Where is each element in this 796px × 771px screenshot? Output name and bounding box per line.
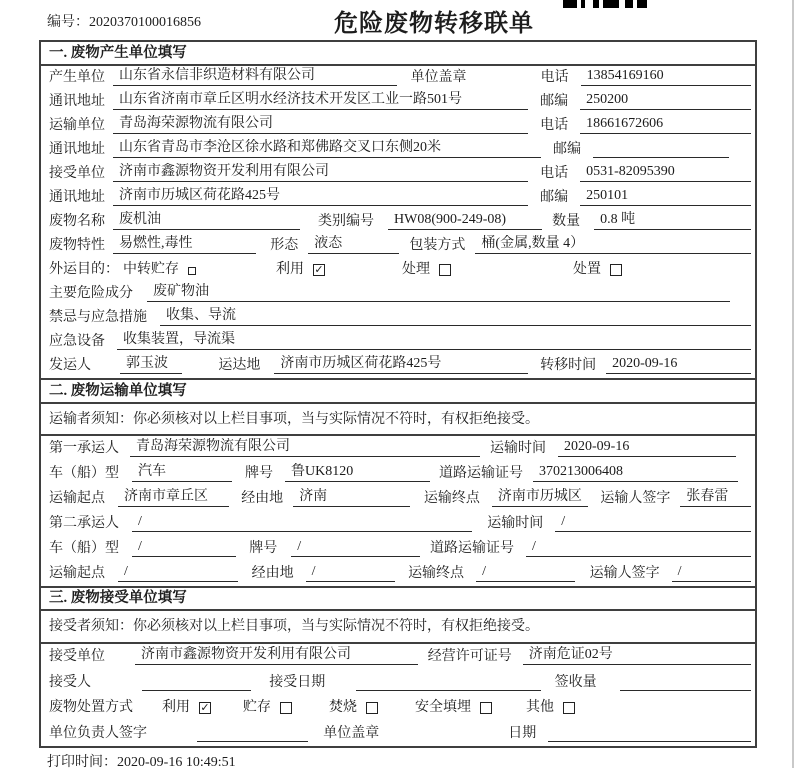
row-vehicle-1 <box>41 461 755 486</box>
hazard-components-label: 主要危险成分 <box>49 286 133 301</box>
plate-2-label: 牌号 <box>249 541 278 556</box>
row-route-2 <box>41 561 755 586</box>
packaging-value: 桶(金属,数量 4） <box>475 235 751 254</box>
transport-date-1-label: 运输时间 <box>490 441 546 456</box>
packaging-label: 包装方式 <box>409 238 466 253</box>
disposal-method-label: 废物处置方式 <box>49 700 133 715</box>
section-2-header-text: 二. 废物运输单位填写 <box>49 382 187 399</box>
row-disposal-method <box>41 695 755 720</box>
print-time-label: 打印时间： <box>47 755 117 770</box>
waste-name-value: 废机油 <box>113 211 300 230</box>
vehicle-type-1-value: 汽车 <box>132 463 232 482</box>
route-end-2-label: 运输终点 <box>408 566 465 581</box>
waste-traits-value: 易燃性,毒性 <box>113 235 256 254</box>
accept-unit-value: 济南市鑫源物资开发利用有限公司 <box>135 646 418 665</box>
sender-value: 郭玉波 <box>120 355 182 374</box>
category-code-label: 类别编号 <box>318 214 375 229</box>
section-1-header <box>41 42 755 66</box>
section-3-header-text: 三. 废物接受单位填写 <box>49 590 187 606</box>
emergency-measures-value: 收集、导流 <box>160 307 751 326</box>
purpose-transfer-storage-checkbox <box>123 261 196 278</box>
license-value: 济南危证02号 <box>523 646 751 665</box>
transport-date-1-value: 2020-09-16 <box>558 438 736 457</box>
accept-date-label: 接受日期 <box>269 675 326 690</box>
plate-2-value: / <box>291 538 420 557</box>
accept-person-label: 接受人 <box>49 675 91 690</box>
date-value <box>548 723 751 742</box>
serial-number-label: 编号： <box>47 15 89 30</box>
disposal-reuse-checkbox <box>162 699 211 716</box>
receiver-unit-value: 济南市鑫源物资开发利用有限公司 <box>113 163 528 182</box>
disposal-reuse-checkbox-checked-icon: ✓ <box>200 701 210 714</box>
row-first-carrier <box>41 436 755 461</box>
route-start-1-value: 济南市章丘区 <box>118 488 229 507</box>
row-receiver-address <box>41 186 755 210</box>
route-start-1-label: 运输起点 <box>49 491 105 506</box>
license-label: 经营许可证号 <box>427 649 512 664</box>
carrier-sign-2-label: 运输人签字 <box>589 566 660 581</box>
road-permit-1-value: 370213006408 <box>533 463 738 482</box>
purpose-disposal-checkbox-unchecked-icon <box>610 264 622 276</box>
disposal-incineration-checkbox-label: 焚烧 <box>329 700 357 715</box>
accept-person-value <box>142 672 251 691</box>
purpose-reuse-checkbox-label: 利用 <box>276 262 304 277</box>
section-1-header-text: 一. 废物产生单位填写 <box>49 44 187 61</box>
plate-1-label: 牌号 <box>245 466 273 481</box>
disposal-storage-checkbox-unchecked-icon <box>280 702 292 714</box>
row-transporter-address <box>41 138 755 162</box>
transporter-postcode-value <box>593 139 729 158</box>
receiver-postcode-label: 邮编 <box>540 190 569 205</box>
second-carrier-label: 第二承运人 <box>49 516 119 531</box>
transport-date-2-value: / <box>555 513 751 532</box>
transfer-date-value: 2020-09-16 <box>606 355 751 374</box>
road-permit-2-value: / <box>526 538 751 557</box>
emergency-equipment-value: 收集装置，导流渠 <box>117 331 751 350</box>
disposal-other-checkbox-label: 其他 <box>526 700 554 715</box>
carrier-sign-1-label: 运输人签字 <box>600 491 671 506</box>
row-vehicle-2 <box>41 536 755 561</box>
road-permit-1-label: 道路运输证号 <box>439 466 523 481</box>
sender-label: 发运人 <box>49 358 91 373</box>
disposal-incineration-checkbox-unchecked-icon <box>366 702 378 714</box>
quantity-label: 数量 <box>552 214 581 229</box>
row-accept-unit <box>41 644 755 669</box>
hazard-components-value: 废矿物油 <box>147 283 730 302</box>
purpose-reuse-checkbox <box>276 261 325 278</box>
producer-phone-label: 电话 <box>540 70 569 85</box>
transporter-unit-label: 运输单位 <box>49 118 105 133</box>
row-producer-address <box>41 90 755 114</box>
producer-phone-value: 13854169160 <box>581 67 751 86</box>
transporter-phone-label: 电话 <box>540 118 569 133</box>
accept-date-value <box>356 672 540 691</box>
purpose-treatment-checkbox-unchecked-icon <box>439 264 451 276</box>
via-2-label: 经由地 <box>251 566 294 581</box>
received-amount-label: 签收量 <box>554 675 597 690</box>
disposal-other-checkbox <box>526 699 575 716</box>
transporter-phone-value: 18661672606 <box>580 115 751 134</box>
manifest-table <box>39 40 757 748</box>
category-code-value: HW08(900-249-08) <box>388 211 542 230</box>
row-transporter-unit <box>41 114 755 138</box>
row-second-carrier <box>41 511 755 536</box>
responsible-sign-label: 单位负责人签字 <box>49 726 147 741</box>
carrier-sign-1-value: 张春雷 <box>680 488 751 507</box>
receiver-unit-label: 接受单位 <box>49 166 105 181</box>
row-emergency-measures <box>41 306 755 330</box>
route-end-1-value: 济南市历城区 <box>492 488 588 507</box>
destination-value: 济南市历城区荷花路425号 <box>274 355 528 374</box>
serial-number-value: 2020370100016856 <box>89 15 201 30</box>
transporter-address-label: 通讯地址 <box>49 142 105 157</box>
transporter-postcode-label: 邮编 <box>553 142 581 157</box>
disposal-landfill-checkbox-unchecked-icon <box>480 702 492 714</box>
page-edge-line <box>792 0 794 768</box>
row-emergency-equipment <box>41 330 755 354</box>
receiver-postcode-value: 250101 <box>580 187 751 206</box>
receiver-phone-label: 电话 <box>540 166 569 181</box>
transporter-unit-value: 青岛海荣源物流有限公司 <box>113 115 528 134</box>
road-permit-2-label: 道路运输证号 <box>430 541 514 556</box>
print-time-line <box>47 751 236 771</box>
row-accept-person <box>41 669 755 695</box>
receiver-address-label: 通讯地址 <box>49 190 105 205</box>
transfer-date-label: 转移时间 <box>540 358 597 373</box>
destination-label: 运达地 <box>218 358 261 373</box>
transfer-purpose-label: 外运目的： <box>49 262 119 277</box>
waste-name-label: 废物名称 <box>49 214 105 229</box>
purpose-transfer-storage-checkbox-unchecked-icon <box>188 267 196 275</box>
section-2-header <box>41 378 755 404</box>
accept-unit-label: 接受单位 <box>49 649 105 664</box>
quantity-value: 0.8 吨 <box>594 211 751 230</box>
vehicle-type-2-label: 车（船）型 <box>49 541 119 556</box>
second-carrier-value: / <box>132 513 472 532</box>
transporter-notice <box>41 404 755 436</box>
purpose-treatment-checkbox-label: 处理 <box>402 262 430 277</box>
route-start-2-value: / <box>118 563 238 582</box>
transport-date-2-label: 运输时间 <box>487 516 544 531</box>
receiver-notice <box>41 611 755 644</box>
emergency-equipment-label: 应急设备 <box>49 334 105 349</box>
unit-seal-2-label: 单位盖章 <box>323 726 380 741</box>
row-receiver-unit <box>41 162 755 186</box>
section-3-header <box>41 586 755 611</box>
disposal-landfill-checkbox <box>415 699 492 716</box>
vehicle-type-1-label: 车（船）型 <box>49 466 119 481</box>
row-waste-traits <box>41 234 755 258</box>
row-hazard-components <box>41 282 755 306</box>
row-waste-name <box>41 210 755 234</box>
transporter-notice-text: 运输者须知：你必须核对以上栏目事项，当与实际情况不符时，有权拒绝接受。 <box>49 411 539 427</box>
producer-postcode-value: 250200 <box>580 91 751 110</box>
waste-traits-label: 废物特性 <box>49 238 105 253</box>
received-amount-value <box>620 672 751 691</box>
responsible-sign-value <box>197 723 308 742</box>
print-time-value: 2020-09-16 10:49:51 <box>117 755 236 770</box>
form-value: 液态 <box>308 235 399 254</box>
producer-unit-value: 山东省永信非织造材料有限公司 <box>113 67 397 86</box>
disposal-landfill-checkbox-label: 安全填埋 <box>415 700 471 715</box>
producer-address-label: 通讯地址 <box>49 94 105 109</box>
page-title: 危险废物转移联单 <box>334 11 534 37</box>
via-1-label: 经由地 <box>241 491 284 506</box>
plate-1-value: 鲁UK8120 <box>285 463 430 482</box>
route-end-2-value: / <box>476 563 575 582</box>
purpose-treatment-checkbox <box>402 261 451 278</box>
purpose-transfer-storage-checkbox-label: 中转贮存 <box>123 262 179 277</box>
producer-postcode-label: 邮编 <box>540 94 569 109</box>
producer-unit-label: 产生单位 <box>49 70 105 85</box>
disposal-incineration-checkbox <box>329 699 378 716</box>
transporter-address-value: 山东省青岛市李沧区徐水路和郑佛路交叉口东侧20米 <box>113 139 541 158</box>
receiver-address-value: 济南市历城区荷花路425号 <box>113 187 528 206</box>
row-responsible-sign <box>41 720 755 746</box>
via-1-value: 济南 <box>293 488 410 507</box>
producer-address-value: 山东省济南市章丘区明水经济技术开发区工业一路501号 <box>113 91 528 110</box>
row-route-1 <box>41 486 755 511</box>
route-start-2-label: 运输起点 <box>49 566 105 581</box>
route-end-1-label: 运输终点 <box>423 491 480 506</box>
carrier-sign-2-value: / <box>672 563 751 582</box>
row-sender <box>41 354 755 378</box>
purpose-reuse-checkbox-checked-icon: ✓ <box>314 263 324 276</box>
disposal-other-checkbox-unchecked-icon <box>563 702 575 714</box>
purpose-disposal-checkbox <box>573 261 622 278</box>
row-producer-unit <box>41 66 755 90</box>
via-2-value: / <box>306 563 395 582</box>
first-carrier-value: 青岛海荣源物流有限公司 <box>130 438 480 457</box>
disposal-storage-checkbox-label: 贮存 <box>243 700 271 715</box>
receiver-phone-value: 0531-82095390 <box>580 163 751 182</box>
emergency-measures-label: 禁忌与应急措施 <box>49 310 147 325</box>
receiver-notice-text: 接受者须知：你必须核对以上栏目事项，当与实际情况不符时，有权拒绝接受。 <box>49 619 539 634</box>
unit-seal-label: 单位盖章 <box>410 70 467 85</box>
date-label: 日期 <box>508 726 537 741</box>
vehicle-type-2-value: / <box>132 538 236 557</box>
disposal-storage-checkbox <box>243 699 292 716</box>
purpose-disposal-checkbox-label: 处置 <box>573 262 601 277</box>
form-label: 形态 <box>270 238 299 253</box>
row-transfer-purpose <box>41 258 755 282</box>
first-carrier-label: 第一承运人 <box>49 441 119 456</box>
disposal-reuse-checkbox-label: 利用 <box>162 700 190 715</box>
